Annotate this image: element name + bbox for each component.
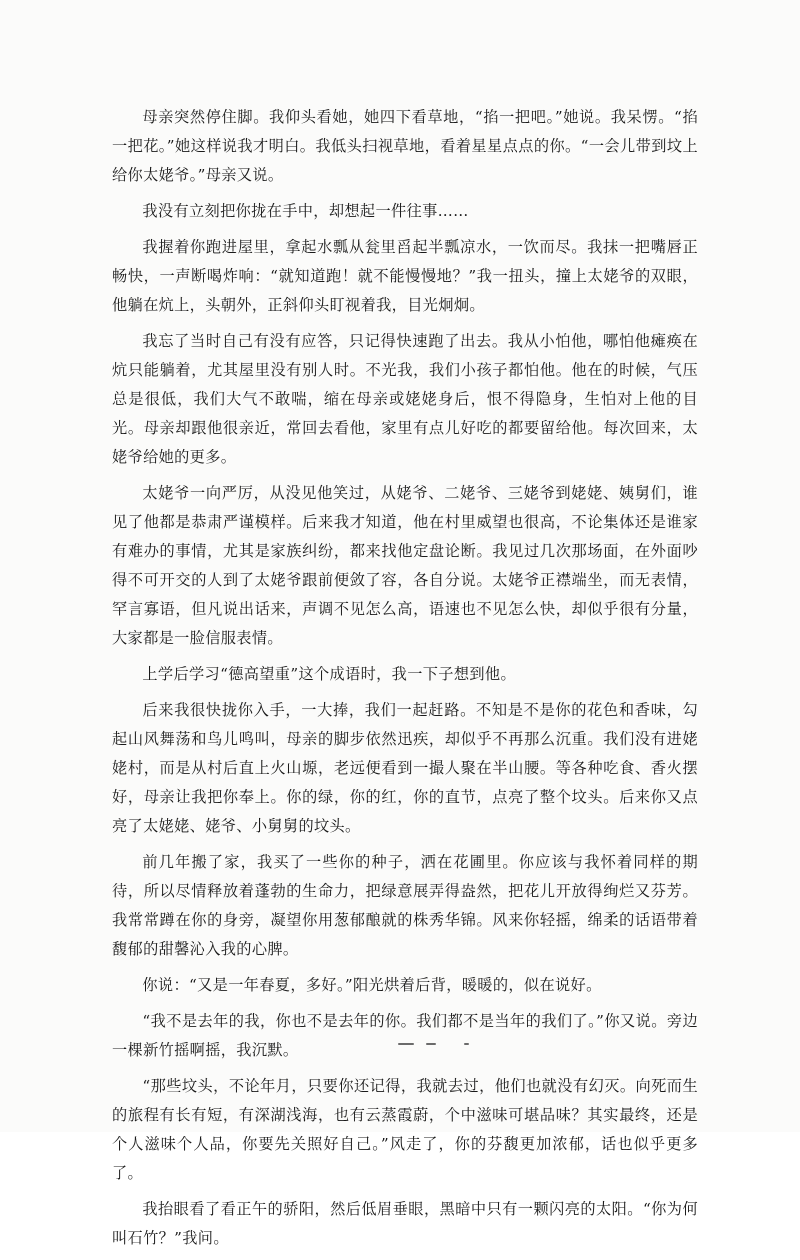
footer-dash <box>426 1043 436 1045</box>
paragraph-12: 我抬眼看了看正午的骄阳，然后低眉垂眼，黑暗中只有一颗闪亮的太阳。“你为何叫石竹？”我问。 <box>112 1200 698 1247</box>
paragraph-8: 前几年搬了家，我买了一些你的种子，洒在花圃里。你应该与我怀着同样的期待，所以尽情释放着蓬勃的生命力，把绿意展弄得盎然，把花儿开放得绚烂又芬芳。我常常蹲在你的身旁，凝望你用葱郁酿就的株秀华锦。风来你轻摇，绵柔的话语带着馥郁的甜馨沁入我的心脾。 <box>112 853 698 958</box>
page-footer-mark <box>398 1040 478 1048</box>
paragraph-10: “我不是去年的我，你也不是去年的你。我们都不是当年的我们了。”你又说。旁边一棵新竹摇啊摇，我沉默。 <box>112 1012 698 1059</box>
footer-dash <box>398 1043 414 1045</box>
paragraph-6: 上学后学习“德高望重”这个成语时，我一下子想到他。 <box>142 665 516 683</box>
paragraph-5: 太姥爷一向严厉，从没见他笑过，从姥爷、二姥爷、三姥爷到姥姥、姨舅们，谁见了他都是恭肃严谨模样。后来我才知道，他在村里威望也很高，不论集体还是谁家有难办的事情，尤其是家族纠纷，都来找他定盘论断。我见过几次那场面，在外面吵得不可开交的人到了太姥爷跟前便敛了容，各自分说。太姥爷正襟端坐，而无表情，罕言寡语，但凡说出话来，声调不见怎么高，语速也不见怎么快，却似乎很有分量，大家都是一脸信服表情。 <box>112 484 698 647</box>
paragraph-7: 后来我很快拢你入手，一大捧，我们一起赶路。不知是不是你的花色和香味，勾起山风舞荡和鸟儿鸣叫，母亲的脚步依然迅疾，却似乎不再那么沉重。我们没有进姥姥村，而是从村后直上火山塬，老远便看到一撮人聚在半山腰。等各种吃食、香火摆好，母亲让我把你奉上。你的绿，你的红，你的直节，点亮了整个坟头。后来你又点亮了太姥姥、姥爷、小舅舅的坟头。 <box>112 701 698 835</box>
paragraph-4: 我忘了当时自己有没有应答，只记得快速跑了出去。我从小怕他，哪怕他瘫痪在炕只能躺着，尤其屋里没有别人时。不光我，我们小孩子都怕他。他在的时候，气压总是很低，我们大气不敢喘，缩在母亲或姥姥身后，恨不得隐身，生怕对上他的目光。母亲却跟他很亲近，常回去看他，家里有点儿好吃的都要留给他。每次回来，太姥爷给她的更多。 <box>112 332 698 466</box>
paragraph-2: 我没有立刻把你拢在手中，却想起一件往事…… <box>142 202 469 220</box>
paragraph-1: 母亲突然停住脚。我仰头看她，她四下看草地，“掐一把吧。”她说。我呆愣。“掐一把花。”她这样说我才明白。我低头扫视草地，看着星星点点的你。“一会儿带到坟上给你太姥爷。”母亲又说。 <box>112 108 698 184</box>
article-body <box>112 103 698 1260</box>
paragraph-3: 我握着你跑进屋里，拿起水瓢从瓮里舀起半瓢凉水，一饮而尽。我抹一把嘴唇正畅快，一声断喝炸响：“就知道跑！就不能慢慢地？”我一扭头，撞上太姥爷的双眼，他躺在炕上，头朝外，正斜仰头盯视着我，目光炯炯。 <box>112 238 698 314</box>
paragraph-11: “那些坟头，不论年月，只要你还记得，我就去过，他们也就没有幻灭。向死而生的旅程有长有短，有深湖浅海，也有云蒸霞蔚，个中滋味可堪品味？其实最终，还是个人滋味个人品，你要先关照好自己。”风走了，你的芬馥更加浓郁，话也似乎更多了。 <box>112 1077 698 1182</box>
paragraph-9: 你说：“又是一年春夏，多好。”阳光烘着后背，暖暖的，似在说好。 <box>142 976 602 994</box>
footer-dash <box>464 1043 469 1045</box>
